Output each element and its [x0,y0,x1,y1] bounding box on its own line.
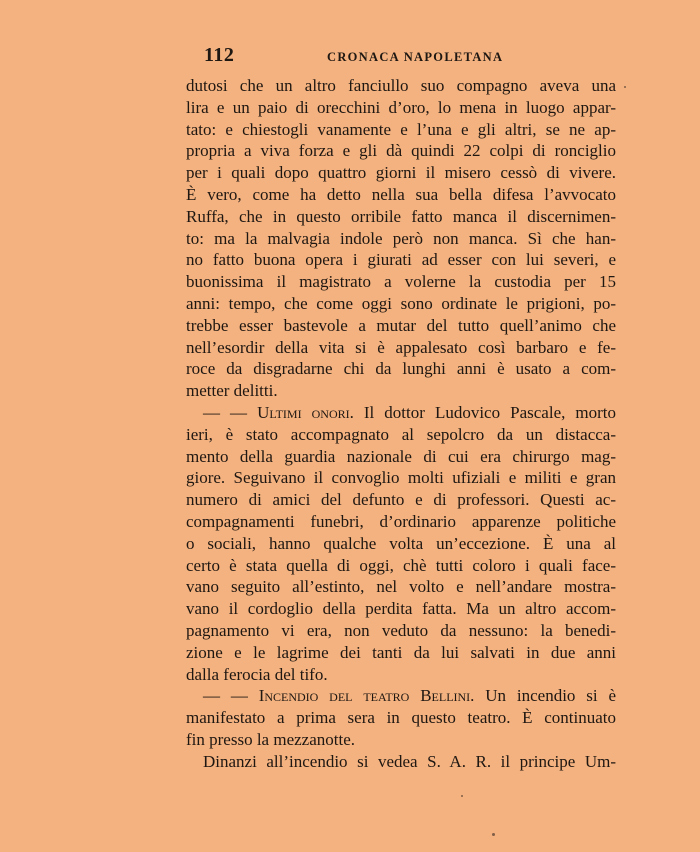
paper-speck [492,833,495,836]
section-heading-ultimi-onori: Ultimi onori. [257,402,354,422]
text-line: È vero, come ha detto nella sua bella difesa l’avvocato [186,184,616,204]
section-first-line-text: Un incendio si è [474,686,616,706]
paper-speck [624,86,626,88]
text-line: propria a viva forza e gli dà quindi 22 colpi di ronciglio [186,141,616,161]
text-line: pagnamento vi era, non veduto da nessuno: la benedi- [186,620,616,640]
text-line: ieri, è stato accompagnato al sepolcro da un distacca- [186,424,616,444]
text-line: vano il cordoglio della perdita fatta. Ma un altro accom- [186,599,616,619]
paper-speck [461,795,463,797]
text-line: numero di amici del defunto e di professori. Questi ac- [186,490,616,510]
body-text [186,75,616,773]
text-line: roce da disgradarne chi da lunghi anni è usato a com- [186,359,616,379]
text-line: tato: e chiestogli vanamente e l’una e gli altri, se ne ap- [186,119,616,139]
text-line: lira e un paio di orecchini d’oro, lo mena in luogo appar- [186,97,616,117]
running-title: CRONACA NAPOLETANA [327,50,504,64]
section-heading-line [186,402,616,424]
text-line: fin presso la mezzanotte. [186,729,355,749]
page-header [186,42,616,70]
text-line: manifestato a prima sera in questo teatro. È continuato [186,708,616,728]
text-line: metter delitti. [186,381,278,401]
section-dash: — — [203,686,259,706]
text-line: anni: tempo, che come oggi sono ordinate le prigioni, po- [186,293,616,313]
text-line: to: ma la malvagia indole però non manca. Sì che han- [186,228,616,248]
section-first-line-text: Il dottor Ludovico Pascale, morto [353,402,616,422]
text-line: trebbe esser bastevole a mutar del tutto quell’animo che [186,315,616,335]
text-line: per i quali dopo quattro giorni il misero cessò di vivere. [186,163,616,183]
section-dash: — — [203,402,258,422]
text-line: buonissima il magistrato a volerne la custodia per 15 [186,272,616,292]
text-line: vano seguito all’estinto, nel volto e nell’andare mostra- [186,577,616,597]
section-heading-incendio: Incendio del teatro Bellini. [258,686,475,706]
text-line: o sociali, hanno qualche volta un’eccezione. È una al [186,533,616,553]
text-line: zione e le lagrime dei tanti da lui salvati in due anni [186,642,616,662]
text-line: dalla ferocia del tifo. [186,664,328,684]
text-line: dutosi che un altro fanciullo suo compagno aveva una [186,76,616,95]
section-heading-line [186,685,616,707]
text-line: no fatto buona opera i giurati ad esser con lui severi, e [186,250,616,270]
text-line: certo è stata quella di oggi, chè tutti coloro i quali face- [186,555,616,575]
text-line: Ruffa, che in questo orribile fatto manca il discernimen- [186,206,616,226]
text-line: mento della guardia nazionale di cui era chirurgo mag- [186,446,616,466]
text-line: giore. Seguivano il convoglio molti ufiziali e militi e gran [186,468,616,488]
text-line: Dinanzi all’incendio si vedea S. A. R. il principe Um- [203,751,616,771]
text-line: compagnamenti funebri, d’ordinario apparenze politiche [186,511,616,531]
text-line: nell’esordir della vita si è appalesato così barbaro e fe- [186,337,616,357]
page-number: 112 [204,44,235,66]
